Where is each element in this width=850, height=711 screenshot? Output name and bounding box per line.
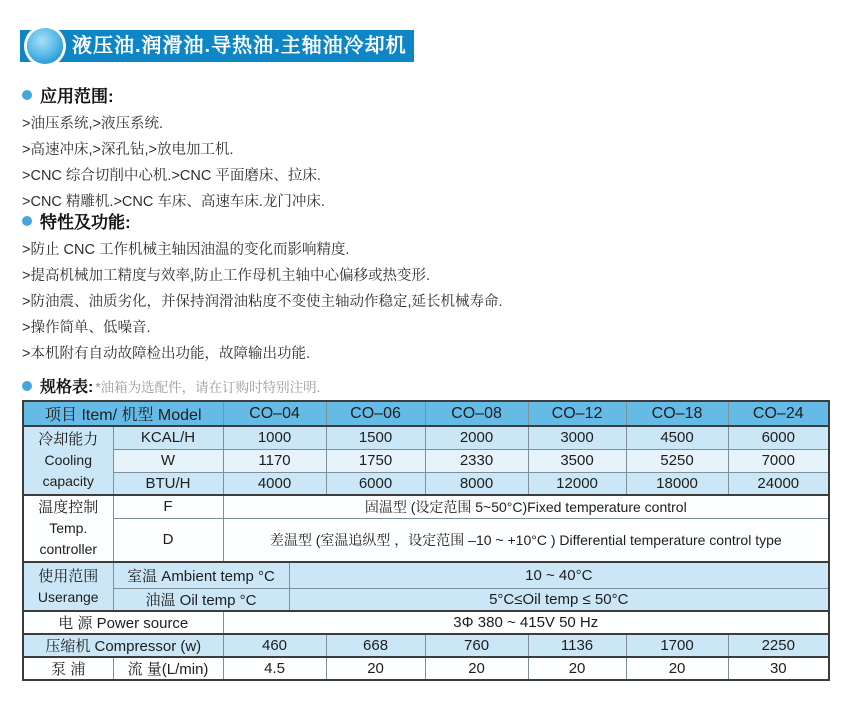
sphere-icon — [27, 28, 63, 64]
application-line: >CNC 综合切削中心机.>CNC 平面磨床、拉床. — [22, 168, 321, 184]
page-banner — [20, 30, 414, 62]
use-range-label-cell — [23, 562, 113, 611]
feature-line: >防油震、油质劣化，并保持润滑油粘度不变使主轴动作稳定,延长机械寿命. — [22, 294, 503, 310]
value-cell: 1136 — [528, 634, 626, 657]
model-header-cell: CO–12 — [528, 401, 626, 426]
model-header-cell: CO–18 — [626, 401, 728, 426]
cooling-label-en: capacity — [42, 473, 94, 489]
cooling-btu-row — [23, 472, 829, 495]
feature-line: >防止 CNC 工作机械主轴因油温的变化而影响精度. — [22, 242, 350, 258]
oil-label-cell: 油温 Oil temp °C — [113, 588, 289, 611]
pump-row — [23, 657, 829, 680]
temp-label-en: controller — [39, 541, 98, 557]
ambient-value-cell: 10 ~ 40°C — [289, 562, 829, 588]
value-cell: 2330 — [425, 449, 528, 472]
feature-line: >本机附有自动故障检出功能，故障输出功能. — [22, 346, 310, 362]
model-header-cell: CO–24 — [728, 401, 829, 426]
spec-note-text: *油箱为选配件，请在订购时特别注明. — [95, 379, 321, 395]
bullet-icon — [22, 381, 32, 391]
cooling-label-en: Cooling — [44, 452, 92, 468]
application-line: >CNC 精雕机.>CNC 车床、高速车床.龙门冲床. — [22, 194, 325, 210]
features-heading-text: 特性及功能: — [40, 213, 131, 232]
value-cell: 1700 — [626, 634, 728, 657]
application-line: >油压系统,>液压系统. — [22, 116, 163, 132]
value-cell: 12000 — [528, 472, 626, 495]
ambient-temp-row — [23, 562, 829, 588]
value-cell: 4500 — [626, 426, 728, 449]
temp-desc-cell: 固温型 (设定范围 5~50°C)Fixed temperature control — [223, 495, 829, 518]
value-cell: 8000 — [425, 472, 528, 495]
header-item-model-cell: 项目 Item/ 机型 Model — [23, 401, 223, 426]
model-header-cell: CO–08 — [425, 401, 528, 426]
application-line: >高速冲床,>深孔钻,>放电加工机. — [22, 142, 234, 158]
value-cell: 24000 — [728, 472, 829, 495]
cooling-label-cell — [23, 426, 113, 495]
table-header-row — [23, 401, 829, 426]
feature-line: >提高机械加工精度与效率,防止工作母机主轴中心偏移或热变形. — [22, 268, 431, 284]
power-value-cell: 3Φ 380 ~ 415V 50 Hz — [223, 611, 829, 634]
oil-temp-row — [23, 588, 829, 611]
value-cell: 2000 — [425, 426, 528, 449]
unit-cell: W — [113, 449, 223, 472]
application-heading-text: 应用范围: — [40, 87, 114, 106]
value-cell: 6000 — [326, 472, 425, 495]
value-cell: 760 — [425, 634, 528, 657]
feature-line: >操作简单、低噪音. — [22, 320, 151, 336]
ambient-label-cell: 室温 Ambient temp °C — [113, 562, 289, 588]
value-cell: 3000 — [528, 426, 626, 449]
cooling-label-cn: 冷却能力 — [38, 431, 99, 448]
value-cell: 30 — [728, 657, 829, 680]
value-cell: 5250 — [626, 449, 728, 472]
spec-table — [22, 400, 830, 681]
value-cell: 1500 — [326, 426, 425, 449]
temp-d-row — [23, 518, 829, 562]
compressor-row — [23, 634, 829, 657]
value-cell: 2250 — [728, 634, 829, 657]
section-features — [22, 208, 828, 367]
cooling-w-row — [23, 449, 829, 472]
value-cell: 1170 — [223, 449, 326, 472]
power-label-cell: 电 源 Power source — [23, 611, 223, 634]
compressor-label-cell: 压缩机 Compressor (w) — [23, 634, 223, 657]
spec-table-label-line — [22, 374, 320, 397]
unit-cell: KCAL/H — [113, 426, 223, 449]
temp-type-cell: F — [113, 495, 223, 518]
spec-heading-text: 规格表: — [40, 379, 94, 396]
pump-label-cell: 泵 浦 — [23, 657, 113, 680]
value-cell: 7000 — [728, 449, 829, 472]
value-cell: 20 — [326, 657, 425, 680]
model-header-cell: CO–04 — [223, 401, 326, 426]
banner-title: 液压油.润滑油.导热油.主轴油冷却机 — [72, 35, 407, 57]
value-cell: 4.5 — [223, 657, 326, 680]
temp-f-row — [23, 495, 829, 518]
use-range-label-cn: 使用范围 — [38, 567, 99, 585]
value-cell: 20 — [626, 657, 728, 680]
temp-controller-label-cell — [23, 495, 113, 562]
value-cell: 20 — [528, 657, 626, 680]
temp-label-cn: 温度控制 — [38, 499, 99, 516]
value-cell: 20 — [425, 657, 528, 680]
power-row — [23, 611, 829, 634]
value-cell: 4000 — [223, 472, 326, 495]
value-cell: 460 — [223, 634, 326, 657]
use-range-label-en: Userange — [37, 588, 99, 605]
oil-value-cell: 5°C≤Oil temp ≤ 50°C — [289, 588, 829, 611]
value-cell: 6000 — [728, 426, 829, 449]
cooling-kcal-row — [23, 426, 829, 449]
temp-desc-cell: 差温型 (室温追纵型 ，设定范围 –10 ~ +10°C ) Differential temperature control type — [223, 518, 829, 562]
section-application — [22, 82, 828, 215]
unit-cell: BTU/H — [113, 472, 223, 495]
bullet-icon — [22, 90, 32, 100]
value-cell: 1750 — [326, 449, 425, 472]
application-heading — [22, 82, 828, 107]
flow-label-cell: 流 量(L/min) — [113, 657, 223, 680]
bullet-icon — [22, 216, 32, 226]
value-cell: 18000 — [626, 472, 728, 495]
value-cell: 668 — [326, 634, 425, 657]
temp-label-en: Temp. — [49, 520, 88, 536]
features-heading — [22, 208, 828, 233]
temp-type-cell: D — [113, 518, 223, 562]
model-header-cell: CO–06 — [326, 401, 425, 426]
value-cell: 1000 — [223, 426, 326, 449]
value-cell: 3500 — [528, 449, 626, 472]
